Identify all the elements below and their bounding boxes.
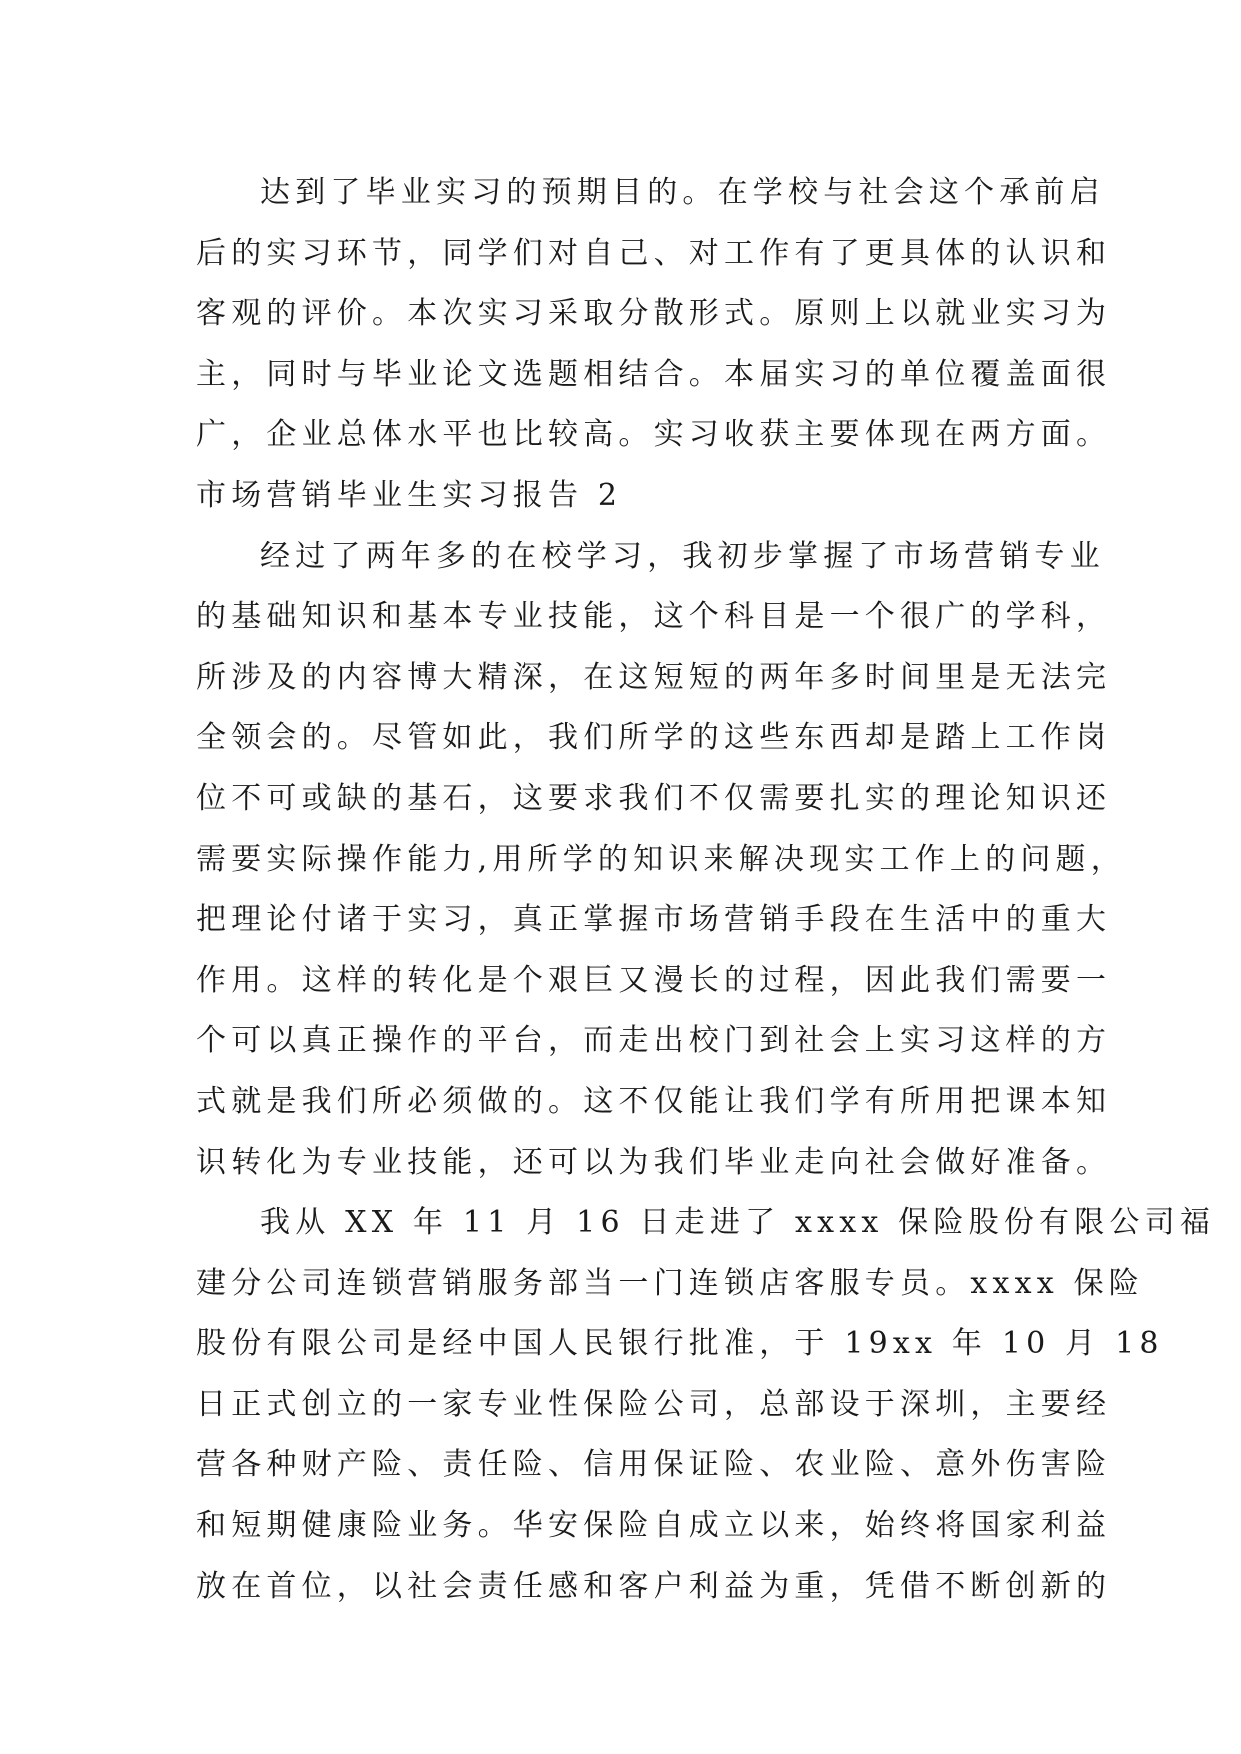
paragraph-line: 个可以真正操作的平台，而走出校门到社会上实习这样的方 [196, 1023, 1112, 1059]
paragraph-line: 所涉及的内容博大精深，在这短短的两年多时间里是无法完 [196, 659, 1112, 695]
paragraph-line: 达到了毕业实习的预期目的。在学校与社会这个承前启 [260, 175, 1105, 210]
paragraph-line: 把理论付诸于实习，真正掌握市场营销手段在生活中的重大 [196, 902, 1112, 938]
paragraph-line: 位不可或缺的基石，这要求我们不仅需要扎实的理论知识还 [196, 780, 1112, 816]
body-text [196, 163, 1216, 1617]
paragraph-line: 广，企业总体水平也比较高。实习收获主要体现在两方面。 [196, 417, 1112, 453]
paragraph-line: 需要实际操作能力,用所学的知识来解决现实工作上的问题， [196, 841, 1126, 877]
paragraph-line: 主，同时与毕业论文选题相结合。本届实习的单位覆盖面很 [196, 356, 1112, 392]
paragraph-line: 式就是我们所必须做的。这不仅能让我们学有所用把课本知 [196, 1083, 1112, 1119]
section-heading: 市场营销毕业生实习报告 2 [196, 477, 623, 513]
paragraph-line: 的基础知识和基本专业技能，这个科目是一个很广的学科， [196, 599, 1112, 635]
paragraph-line: 日正式创立的一家专业性保险公司，总部设于深圳，主要经 [196, 1386, 1112, 1422]
paragraph-line: 作用。这样的转化是个艰巨又漫长的过程，因此我们需要一 [196, 962, 1112, 998]
paragraph-line: 经过了两年多的在校学习，我初步掌握了市场营销专业 [260, 538, 1105, 574]
paragraph-line: 全领会的。尽管如此，我们所学的这些东西却是踏上工作岗 [196, 720, 1112, 756]
paragraph-line: 放在首位，以社会责任感和客户利益为重，凭借不断创新的 [196, 1568, 1112, 1604]
paragraph-line: 后的实习环节，同学们对自己、对工作有了更具体的认识和 [196, 235, 1112, 271]
paragraph-line: 建分公司连锁营销服务部当一门连锁店客服专员。xxxx 保险 [196, 1265, 1145, 1301]
paragraph-line: 我从 XX 年 11 月 16 日走进了 xxxx 保险股份有限公司福 [260, 1205, 1216, 1241]
paragraph-line: 营各种财产险、责任险、信用保证险、农业险、意外伤害险 [196, 1447, 1112, 1483]
paragraph-line: 和短期健康险业务。华安保险自成立以来，始终将国家利益 [196, 1508, 1112, 1544]
paragraph-line: 识转化为专业技能，还可以为我们毕业走向社会做好准备。 [196, 1144, 1112, 1180]
paragraph-line: 客观的评价。本次实习采取分散形式。原则上以就业实习为 [196, 296, 1112, 332]
paragraph-line: 股份有限公司是经中国人民银行批准，于 19xx 年 10 月 18 [196, 1326, 1164, 1362]
